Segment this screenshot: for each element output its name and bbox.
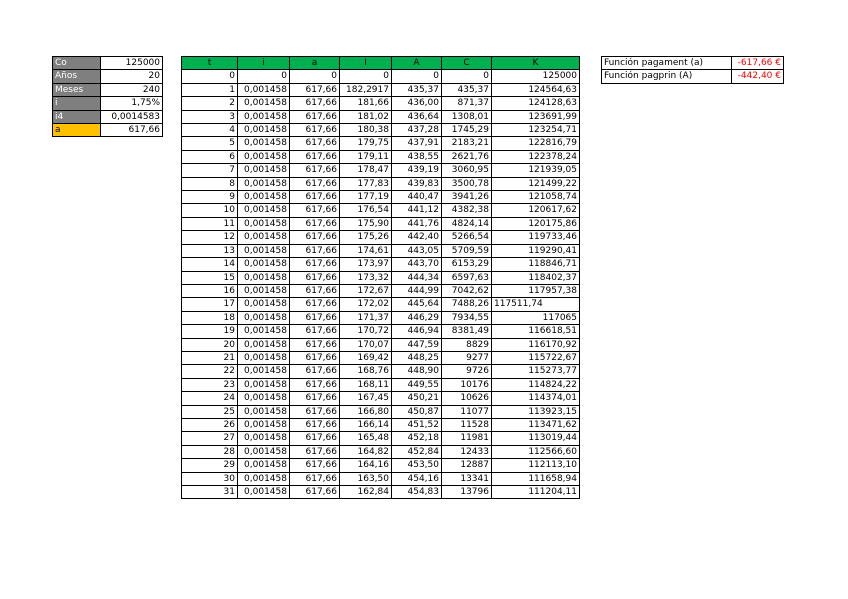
cell-t[interactable]: 27 (182, 432, 238, 445)
cell-payment[interactable]: 617,66 (290, 204, 340, 217)
cell-amortized[interactable]: 436,00 (392, 97, 442, 110)
cell-payment[interactable]: 617,66 (290, 311, 340, 324)
cell-capital[interactable]: 111658,94 (492, 472, 580, 485)
cell-payment[interactable]: 617,66 (290, 338, 340, 351)
cell-capital[interactable]: 117511,74 (492, 298, 580, 311)
table-row (182, 298, 580, 311)
table-row (182, 231, 580, 244)
cell-interest[interactable]: 0 (340, 70, 392, 83)
cell-interest[interactable]: 173,97 (340, 258, 392, 271)
cell-t[interactable]: 29 (182, 459, 238, 472)
cell-cumulative[interactable]: 4824,14 (442, 217, 492, 230)
col-header-rate[interactable]: i (238, 57, 290, 70)
cell-t[interactable]: 18 (182, 311, 238, 324)
cell-t[interactable]: 24 (182, 392, 238, 405)
amortization-table (181, 56, 580, 499)
cell-interest[interactable]: 169,42 (340, 351, 392, 364)
cell-capital[interactable]: 116170,92 (492, 338, 580, 351)
cell-payment[interactable]: 617,66 (290, 445, 340, 458)
cell-interest[interactable]: 163,50 (340, 472, 392, 485)
cell-amortized[interactable]: 454,83 (392, 486, 442, 499)
cell-rate[interactable]: 0,001458 (238, 311, 290, 324)
cell-payment[interactable]: 617,66 (290, 405, 340, 418)
cell-t[interactable]: 20 (182, 338, 238, 351)
cell-capital[interactable]: 123254,71 (492, 124, 580, 137)
cell-payment[interactable]: 617,66 (290, 137, 340, 150)
cell-t[interactable]: 1 (182, 83, 238, 96)
cell-cumulative[interactable]: 7042,62 (442, 284, 492, 297)
cell-interest[interactable]: 166,80 (340, 405, 392, 418)
cell-t[interactable]: 12 (182, 231, 238, 244)
cell-t[interactable]: 0 (182, 70, 238, 83)
table-row (182, 405, 580, 418)
table-row (182, 97, 580, 110)
table-row (182, 311, 580, 324)
cell-rate[interactable]: 0,001458 (238, 137, 290, 150)
table-row (182, 284, 580, 297)
cell-payment[interactable]: 617,66 (290, 298, 340, 311)
cell-rate[interactable]: 0,001458 (238, 258, 290, 271)
cell-cumulative[interactable]: 9726 (442, 365, 492, 378)
cell-interest[interactable]: 179,75 (340, 137, 392, 150)
cell-rate[interactable]: 0,001458 (238, 204, 290, 217)
cell-payment[interactable]: 617,66 (290, 284, 340, 297)
param-row-monthly-rate (53, 110, 163, 123)
cell-amortized[interactable]: 439,83 (392, 177, 442, 190)
cell-capital[interactable]: 114824,22 (492, 378, 580, 391)
cell-amortized[interactable]: 444,99 (392, 284, 442, 297)
cell-payment[interactable]: 617,66 (290, 472, 340, 485)
cell-cumulative[interactable]: 871,37 (442, 97, 492, 110)
cell-payment[interactable]: 617,66 (290, 83, 340, 96)
cell-t[interactable]: 2 (182, 97, 238, 110)
cell-payment[interactable]: 617,66 (290, 392, 340, 405)
cell-payment[interactable]: 617,66 (290, 418, 340, 431)
cell-payment[interactable]: 617,66 (290, 150, 340, 163)
cell-interest[interactable]: 177,83 (340, 177, 392, 190)
cell-amortized[interactable]: 441,76 (392, 217, 442, 230)
cell-amortized[interactable]: 450,21 (392, 392, 442, 405)
table-row (182, 137, 580, 150)
table-row (182, 378, 580, 391)
cell-rate[interactable]: 0,001458 (238, 191, 290, 204)
cell-t[interactable]: 4 (182, 124, 238, 137)
function-value-principal[interactable]: -442,40 € (732, 70, 784, 83)
cell-t[interactable]: 9 (182, 191, 238, 204)
param-label-co[interactable]: Co (53, 57, 101, 70)
cell-payment[interactable]: 617,66 (290, 110, 340, 123)
table-row (182, 418, 580, 431)
cell-rate[interactable]: 0,001458 (238, 459, 290, 472)
cell-rate[interactable]: 0,001458 (238, 378, 290, 391)
cell-interest[interactable]: 172,67 (340, 284, 392, 297)
param-value-years[interactable]: 20 (101, 70, 163, 83)
cell-payment[interactable]: 617,66 (290, 164, 340, 177)
cell-rate[interactable]: 0,001458 (238, 392, 290, 405)
cell-amortized[interactable]: 444,34 (392, 271, 442, 284)
cell-t[interactable]: 5 (182, 137, 238, 150)
cell-t[interactable]: 7 (182, 164, 238, 177)
cell-cumulative[interactable]: 3941,26 (442, 191, 492, 204)
cell-cumulative[interactable]: 1308,01 (442, 110, 492, 123)
cell-amortized[interactable]: 451,52 (392, 418, 442, 431)
table-row (182, 459, 580, 472)
table-row (182, 365, 580, 378)
param-row-months (53, 83, 163, 96)
cell-amortized[interactable]: 449,55 (392, 378, 442, 391)
cell-rate[interactable]: 0,001458 (238, 244, 290, 257)
cell-interest[interactable]: 167,45 (340, 392, 392, 405)
cell-rate[interactable]: 0,001458 (238, 486, 290, 499)
cell-interest[interactable]: 178,47 (340, 164, 392, 177)
table-row (182, 70, 580, 83)
cell-rate[interactable]: 0,001458 (238, 271, 290, 284)
cell-payment[interactable]: 617,66 (290, 378, 340, 391)
cell-cumulative[interactable]: 13341 (442, 472, 492, 485)
cell-t[interactable]: 10 (182, 204, 238, 217)
table-row (182, 392, 580, 405)
cell-t[interactable]: 13 (182, 244, 238, 257)
cell-capital[interactable]: 113019,44 (492, 432, 580, 445)
param-row-years (53, 70, 163, 83)
cell-amortized[interactable]: 435,37 (392, 83, 442, 96)
cell-cumulative[interactable]: 4382,38 (442, 204, 492, 217)
cell-capital[interactable]: 123691,99 (492, 110, 580, 123)
cell-payment[interactable]: 617,66 (290, 365, 340, 378)
cell-capital[interactable]: 118402,37 (492, 271, 580, 284)
cell-cumulative[interactable]: 8381,49 (442, 325, 492, 338)
col-header-t[interactable]: t (182, 57, 238, 70)
table-row (182, 271, 580, 284)
cell-t[interactable]: 14 (182, 258, 238, 271)
amortization-body (182, 70, 580, 499)
cell-rate[interactable]: 0 (238, 70, 290, 83)
cell-amortized[interactable]: 447,59 (392, 338, 442, 351)
cell-payment[interactable]: 617,66 (290, 124, 340, 137)
cell-interest[interactable]: 179,11 (340, 150, 392, 163)
function-label-principal[interactable]: Función pagprin (A) (602, 70, 732, 83)
cell-rate[interactable]: 0,001458 (238, 97, 290, 110)
cell-cumulative[interactable]: 6153,29 (442, 258, 492, 271)
amortization-header (182, 57, 580, 70)
cell-t[interactable]: 25 (182, 405, 238, 418)
cell-capital[interactable]: 111204,11 (492, 486, 580, 499)
cell-amortized[interactable]: 0 (392, 70, 442, 83)
cell-payment[interactable]: 617,66 (290, 217, 340, 230)
cell-rate[interactable]: 0,001458 (238, 124, 290, 137)
cell-cumulative[interactable]: 6597,63 (442, 271, 492, 284)
param-label-months[interactable]: Meses (53, 83, 101, 96)
cell-capital[interactable]: 122816,79 (492, 137, 580, 150)
cell-cumulative[interactable]: 9277 (442, 351, 492, 364)
cell-interest[interactable]: 182,2917 (340, 83, 392, 96)
cell-cumulative[interactable]: 12887 (442, 459, 492, 472)
table-row (182, 325, 580, 338)
cell-capital[interactable]: 125000 (492, 70, 580, 83)
cell-rate[interactable]: 0,001458 (238, 284, 290, 297)
cell-t[interactable]: 23 (182, 378, 238, 391)
cell-t[interactable]: 8 (182, 177, 238, 190)
table-row (182, 124, 580, 137)
cell-t[interactable]: 28 (182, 445, 238, 458)
cell-interest[interactable]: 173,32 (340, 271, 392, 284)
cell-payment[interactable]: 617,66 (290, 231, 340, 244)
cell-cumulative[interactable]: 1745,29 (442, 124, 492, 137)
cell-capital[interactable]: 124128,63 (492, 97, 580, 110)
cell-interest[interactable]: 164,82 (340, 445, 392, 458)
table-row (182, 217, 580, 230)
cell-rate[interactable]: 0,001458 (238, 150, 290, 163)
cell-capital[interactable]: 122378,24 (492, 150, 580, 163)
cell-cumulative[interactable]: 11981 (442, 432, 492, 445)
cell-payment[interactable]: 617,66 (290, 244, 340, 257)
cell-amortized[interactable]: 437,91 (392, 137, 442, 150)
table-row (182, 472, 580, 485)
cell-amortized[interactable]: 439,19 (392, 164, 442, 177)
cell-amortized[interactable]: 436,64 (392, 110, 442, 123)
col-header-payment[interactable]: a (290, 57, 340, 70)
cell-payment[interactable]: 617,66 (290, 258, 340, 271)
cell-interest[interactable]: 171,37 (340, 311, 392, 324)
cell-rate[interactable]: 0,001458 (238, 351, 290, 364)
cell-interest[interactable]: 175,90 (340, 217, 392, 230)
cell-cumulative[interactable]: 3500,78 (442, 177, 492, 190)
cell-interest[interactable]: 176,54 (340, 204, 392, 217)
cell-t[interactable]: 16 (182, 284, 238, 297)
param-row-rate (53, 97, 163, 110)
cell-amortized[interactable]: 438,55 (392, 150, 442, 163)
cell-cumulative[interactable]: 8829 (442, 338, 492, 351)
table-row (182, 150, 580, 163)
cell-amortized[interactable]: 441,12 (392, 204, 442, 217)
param-label-rate[interactable]: i (53, 97, 101, 110)
function-label-payment[interactable]: Función pagament (a) (602, 57, 732, 70)
cell-cumulative[interactable]: 3060,95 (442, 164, 492, 177)
cell-cumulative[interactable]: 11528 (442, 418, 492, 431)
cell-interest[interactable]: 172,02 (340, 298, 392, 311)
table-row (182, 244, 580, 257)
cell-payment[interactable]: 617,66 (290, 271, 340, 284)
cell-cumulative[interactable]: 435,37 (442, 83, 492, 96)
table-row (182, 445, 580, 458)
cell-interest[interactable]: 174,61 (340, 244, 392, 257)
table-row (182, 486, 580, 499)
cell-t[interactable]: 26 (182, 418, 238, 431)
table-row (182, 351, 580, 364)
cell-rate[interactable]: 0,001458 (238, 298, 290, 311)
cell-capital[interactable]: 124564,63 (492, 83, 580, 96)
col-header-cumulative[interactable]: C (442, 57, 492, 70)
cell-interest[interactable]: 170,72 (340, 325, 392, 338)
cell-rate[interactable]: 0,001458 (238, 445, 290, 458)
param-value-rate[interactable]: 1,75% (101, 97, 163, 110)
cell-capital[interactable]: 115722,67 (492, 351, 580, 364)
cell-cumulative[interactable]: 13796 (442, 486, 492, 499)
cell-cumulative[interactable]: 2183,21 (442, 137, 492, 150)
cell-payment[interactable]: 617,66 (290, 351, 340, 364)
param-label-years[interactable]: Años (53, 70, 101, 83)
col-header-interest[interactable]: I (340, 57, 392, 70)
cell-t[interactable]: 19 (182, 325, 238, 338)
cell-capital[interactable]: 112566,60 (492, 445, 580, 458)
table-row (182, 204, 580, 217)
cell-amortized[interactable]: 450,87 (392, 405, 442, 418)
cell-cumulative[interactable]: 11077 (442, 405, 492, 418)
param-value-months[interactable]: 240 (101, 83, 163, 96)
param-value-monthly-rate[interactable]: 0,0014583 (101, 110, 163, 123)
cell-amortized[interactable]: 453,50 (392, 459, 442, 472)
cell-rate[interactable]: 0,001458 (238, 365, 290, 378)
cell-capital[interactable]: 121058,74 (492, 191, 580, 204)
cell-cumulative[interactable]: 2621,76 (442, 150, 492, 163)
cell-t[interactable]: 3 (182, 110, 238, 123)
cell-payment[interactable]: 617,66 (290, 486, 340, 499)
col-header-amortized[interactable]: A (392, 57, 442, 70)
cell-amortized[interactable]: 446,29 (392, 311, 442, 324)
cell-interest[interactable]: 168,11 (340, 378, 392, 391)
cell-payment[interactable]: 617,66 (290, 325, 340, 338)
cell-capital[interactable]: 113923,15 (492, 405, 580, 418)
cell-capital[interactable]: 117065 (492, 311, 580, 324)
cell-cumulative[interactable]: 12433 (442, 445, 492, 458)
cell-t[interactable]: 6 (182, 150, 238, 163)
parameters-body (53, 57, 163, 137)
cell-cumulative[interactable]: 10176 (442, 378, 492, 391)
cell-capital[interactable]: 121939,05 (492, 164, 580, 177)
cell-capital[interactable]: 119733,46 (492, 231, 580, 244)
cell-capital[interactable]: 118846,71 (492, 258, 580, 271)
cell-payment[interactable]: 617,66 (290, 459, 340, 472)
cell-rate[interactable]: 0,001458 (238, 177, 290, 190)
cell-payment[interactable]: 617,66 (290, 177, 340, 190)
cell-cumulative[interactable]: 7488,26 (442, 298, 492, 311)
cell-t[interactable]: 21 (182, 351, 238, 364)
cell-capital[interactable]: 119290,41 (492, 244, 580, 257)
cell-rate[interactable]: 0,001458 (238, 338, 290, 351)
cell-cumulative[interactable]: 5266,54 (442, 231, 492, 244)
cell-rate[interactable]: 0,001458 (238, 432, 290, 445)
cell-capital[interactable]: 115273,77 (492, 365, 580, 378)
table-row (182, 432, 580, 445)
cell-interest[interactable]: 168,76 (340, 365, 392, 378)
cell-t[interactable]: 30 (182, 472, 238, 485)
cell-amortized[interactable]: 443,05 (392, 244, 442, 257)
cell-interest[interactable]: 166,14 (340, 418, 392, 431)
cell-rate[interactable]: 0,001458 (238, 231, 290, 244)
cell-capital[interactable]: 116618,51 (492, 325, 580, 338)
cell-rate[interactable]: 0,001458 (238, 110, 290, 123)
cell-interest[interactable]: 175,26 (340, 231, 392, 244)
table-row (182, 177, 580, 190)
cell-interest[interactable]: 162,84 (340, 486, 392, 499)
cell-capital[interactable]: 113471,62 (492, 418, 580, 431)
param-row-co (53, 57, 163, 70)
cell-payment[interactable]: 617,66 (290, 432, 340, 445)
cell-rate[interactable]: 0,001458 (238, 418, 290, 431)
col-header-capital[interactable]: K (492, 57, 580, 70)
cell-cumulative[interactable]: 7934,55 (442, 311, 492, 324)
cell-cumulative[interactable]: 5709,59 (442, 244, 492, 257)
cell-rate[interactable]: 0,001458 (238, 217, 290, 230)
cell-amortized[interactable]: 445,64 (392, 298, 442, 311)
table-row (182, 83, 580, 96)
cell-rate[interactable]: 0,001458 (238, 325, 290, 338)
cell-capital[interactable]: 120175,86 (492, 217, 580, 230)
cell-t[interactable]: 15 (182, 271, 238, 284)
cell-capital[interactable]: 121499,22 (492, 177, 580, 190)
cell-rate[interactable]: 0,001458 (238, 472, 290, 485)
cell-rate[interactable]: 0,001458 (238, 405, 290, 418)
param-value-co[interactable]: 125000 (101, 57, 163, 70)
functions-body (602, 57, 784, 84)
cell-amortized[interactable]: 448,90 (392, 365, 442, 378)
cell-t[interactable]: 31 (182, 486, 238, 499)
param-label-payment[interactable]: a (53, 124, 101, 137)
functions-table (601, 56, 784, 84)
param-label-monthly-rate[interactable]: i4 (53, 110, 101, 123)
cell-interest[interactable]: 165,48 (340, 432, 392, 445)
table-row (182, 164, 580, 177)
cell-capital[interactable]: 117957,38 (492, 284, 580, 297)
cell-capital[interactable]: 114374,01 (492, 392, 580, 405)
cell-amortized[interactable]: 448,25 (392, 351, 442, 364)
parameters-table (52, 56, 163, 137)
cell-amortized[interactable]: 454,16 (392, 472, 442, 485)
function-row-payment (602, 57, 784, 70)
cell-capital[interactable]: 112113,10 (492, 459, 580, 472)
param-row-payment (53, 124, 163, 137)
cell-amortized[interactable]: 446,94 (392, 325, 442, 338)
cell-t[interactable]: 22 (182, 365, 238, 378)
param-value-payment[interactable]: 617,66 (101, 124, 163, 137)
function-value-payment[interactable]: -617,66 € (732, 57, 784, 70)
cell-amortized[interactable]: 442,40 (392, 231, 442, 244)
cell-amortized[interactable]: 443,70 (392, 258, 442, 271)
table-row (182, 338, 580, 351)
cell-interest[interactable]: 170,07 (340, 338, 392, 351)
cell-cumulative[interactable]: 0 (442, 70, 492, 83)
cell-amortized[interactable]: 440,47 (392, 191, 442, 204)
cell-amortized[interactable]: 437,28 (392, 124, 442, 137)
cell-interest[interactable]: 181,66 (340, 97, 392, 110)
cell-t[interactable]: 17 (182, 298, 238, 311)
cell-interest[interactable]: 177,19 (340, 191, 392, 204)
function-row-principal (602, 70, 784, 83)
cell-amortized[interactable]: 452,18 (392, 432, 442, 445)
cell-capital[interactable]: 120617,62 (492, 204, 580, 217)
cell-payment[interactable]: 617,66 (290, 191, 340, 204)
cell-payment[interactable]: 617,66 (290, 97, 340, 110)
table-row (182, 110, 580, 123)
header-row (182, 57, 580, 70)
cell-rate[interactable]: 0,001458 (238, 164, 290, 177)
table-row (182, 191, 580, 204)
cell-cumulative[interactable]: 10626 (442, 392, 492, 405)
cell-payment[interactable]: 0 (290, 70, 340, 83)
cell-amortized[interactable]: 452,84 (392, 445, 442, 458)
table-row (182, 258, 580, 271)
cell-rate[interactable]: 0,001458 (238, 83, 290, 96)
cell-t[interactable]: 11 (182, 217, 238, 230)
cell-interest[interactable]: 164,16 (340, 459, 392, 472)
cell-interest[interactable]: 181,02 (340, 110, 392, 123)
cell-interest[interactable]: 180,38 (340, 124, 392, 137)
